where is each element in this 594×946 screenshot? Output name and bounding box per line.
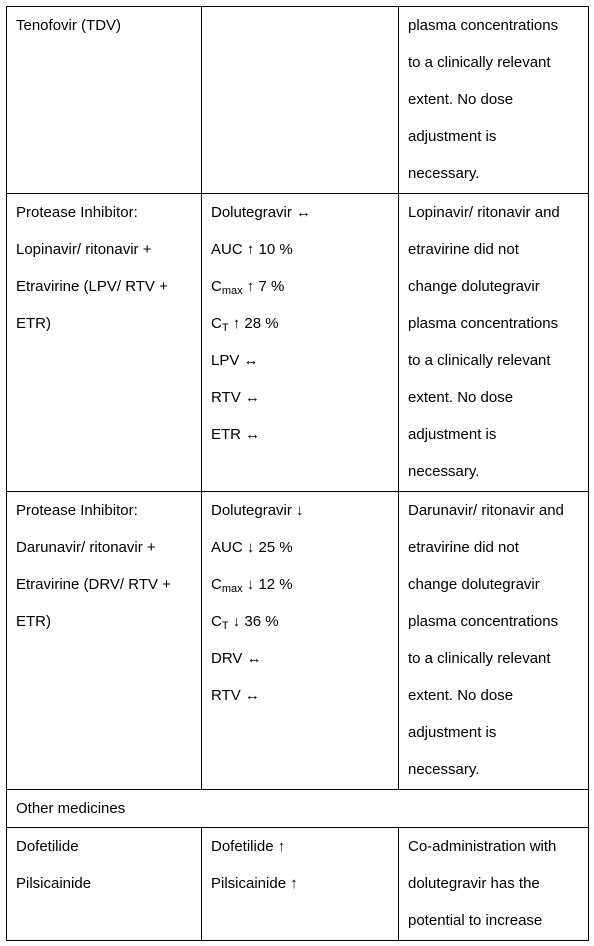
param-subscript: max [221,285,243,297]
effect-line [211,566,390,603]
effect-line: RTV ↔ [211,687,260,704]
recommendation-line: Darunavir/ ritonavir and [408,502,564,519]
recommendation-line: extent. No dose [408,687,514,704]
medicine-line: Etravirine (LPV/ RTV + [16,278,168,295]
recommendation-cell [399,492,589,790]
param-value: ↓ 36 % [228,613,279,630]
param-subscript: T [221,322,229,334]
medicine-line: Lopinavir/ ritonavir + [16,241,152,258]
medicine-line: Tenofovir (TDV) [16,17,122,34]
recommendation-line: Co-administration with [408,838,557,855]
effect-line [211,268,390,305]
recommendation-line: etravirine did not [408,241,519,258]
medicine-cell [7,492,202,790]
recommendation-line: Lopinavir/ ritonavir and [408,204,560,221]
recommendation-line: necessary. [408,463,480,480]
effect-line: ETR ↔ [211,426,261,443]
param-name: C [211,278,222,295]
medicine-cell [7,194,202,492]
medicine-cell [7,7,202,194]
medicine-line: Etravirine (DRV/ RTV + [16,576,171,593]
effect-line: Pilsicainide ↑ [211,875,298,892]
param-value: ↓ 12 % [242,576,293,593]
recommendation-line: necessary. [408,165,480,182]
recommendation-line: change dolutegravir [408,278,540,295]
section-header-label: Other medicines [16,800,126,817]
param-name: C [211,576,222,593]
effect-line: Dolutegravir ↔ [211,204,312,221]
section-header-row [7,790,589,828]
effect-cell [202,492,399,790]
effect-line [211,305,390,342]
recommendation-line: etravirine did not [408,539,519,556]
recommendation-line: adjustment is [408,426,497,443]
effect-line: AUC ↑ 10 % [211,241,293,258]
recommendation-line: plasma concentrations [408,613,559,630]
param-name: C [211,315,222,332]
effect-cell [202,194,399,492]
recommendation-line: to a clinically relevant [408,650,551,667]
table-row [7,7,589,194]
effect-line: RTV ↔ [211,389,260,406]
effect-line: Dofetilide ↑ [211,838,286,855]
recommendation-cell [399,194,589,492]
effect-cell [202,828,399,941]
recommendation-line: adjustment is [408,128,497,145]
medicine-line: Pilsicainide [16,875,92,892]
recommendation-line: adjustment is [408,724,497,741]
recommendation-cell [399,828,589,941]
section-header [7,790,589,828]
recommendation-line: plasma concentrations [408,17,559,34]
recommendation-line: to a clinically relevant [408,352,551,369]
recommendation-line: change dolutegravir [408,576,540,593]
medicine-line: Darunavir/ ritonavir + [16,539,156,556]
effect-line [211,603,390,640]
recommendation-line: plasma concentrations [408,315,559,332]
effect-line: Dolutegravir ↓ [211,502,304,519]
param-value: ↑ 7 % [242,278,285,295]
medicine-line: Protease Inhibitor: [16,204,138,221]
medicine-line: ETR) [16,315,51,332]
table-row [7,492,589,790]
param-value: ↑ 28 % [228,315,279,332]
recommendation-line: necessary. [408,761,480,778]
table-row [7,194,589,492]
medicine-line: Protease Inhibitor: [16,502,138,519]
effect-line: AUC ↓ 25 % [211,539,293,556]
recommendation-line: extent. No dose [408,389,514,406]
recommendation-line: to a clinically relevant [408,54,551,71]
effect-line: DRV ↔ [211,650,262,667]
recommendation-line: dolutegravir has the [408,875,540,892]
medicine-line: ETR) [16,613,51,630]
effect-cell [202,7,399,194]
param-name: C [211,613,222,630]
param-subscript: T [221,620,229,632]
table-row [7,828,589,941]
recommendation-cell [399,7,589,194]
recommendation-line: potential to increase [408,912,543,929]
recommendation-line: extent. No dose [408,91,514,108]
effect-line: LPV ↔ [211,352,259,369]
medicine-line: Dofetilide [16,838,79,855]
interaction-table [6,6,589,941]
medicine-cell [7,828,202,941]
param-subscript: max [221,583,243,595]
